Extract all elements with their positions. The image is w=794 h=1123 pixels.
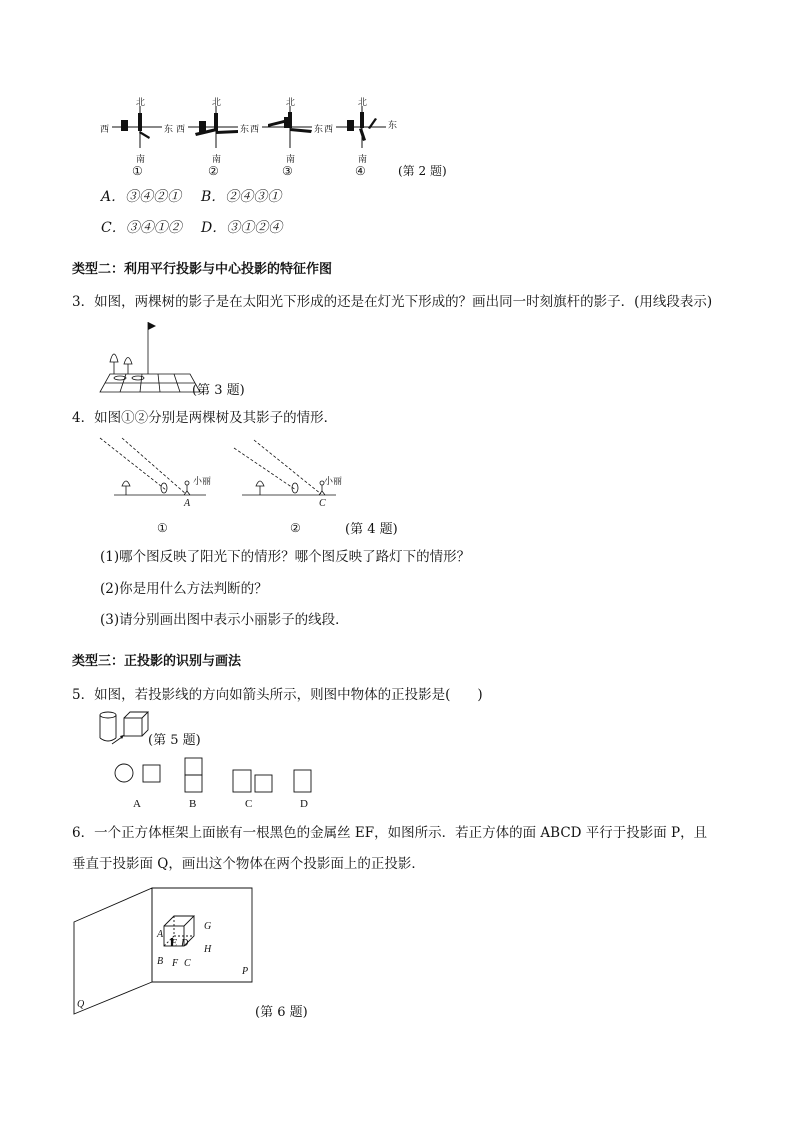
q5-choice-c: C bbox=[245, 798, 253, 810]
q4-point-c: C bbox=[319, 498, 326, 509]
q6-line1: 6．一个正方体框架上面嵌有一根黑色的金属丝 EF，如图所示．若正方体的面 ABCD 平行于投影面 P，且 bbox=[72, 825, 708, 841]
q3-text: 3．如图，两棵树的影子是在太阳光下形成的还是在灯光下形成的？画出同一时刻旗杆的影子．(用线段表示) bbox=[72, 294, 713, 310]
q4-person-label-2: 小丽 bbox=[324, 477, 343, 487]
q4-sub1: (1)哪个图反映了阳光下的情形？哪个图反映了路灯下的情形？ bbox=[100, 549, 471, 565]
q4-sub2: (2)你是用什么方法判断的？ bbox=[100, 581, 268, 597]
q6-label-p: P bbox=[242, 966, 249, 977]
q5-choices-drawing bbox=[110, 758, 350, 798]
compass-south-4: 南 bbox=[358, 155, 368, 165]
q6-label-a: A bbox=[157, 929, 164, 940]
panel-label-2: ② bbox=[208, 164, 219, 178]
q6-line2: 垂直于投影面 Q，画出这个物体在两个投影面上的正投影． bbox=[72, 856, 425, 872]
q4-sub3: (3)请分别画出图中表示小丽影子的线段． bbox=[100, 612, 349, 628]
compass-west-4: 西 bbox=[324, 125, 334, 135]
q2-option-b: B．②④③① bbox=[201, 189, 282, 205]
compass-east-3: 东 bbox=[314, 125, 324, 135]
q2-caption: (第 2 题) bbox=[398, 164, 447, 178]
compass-south-3: 南 bbox=[286, 155, 296, 165]
flag bbox=[148, 322, 156, 330]
panel-label-4: ④ bbox=[355, 164, 366, 178]
q4-fig1-label: ① bbox=[157, 521, 168, 535]
q4-person-label-1: 小丽 bbox=[193, 477, 212, 487]
q4-text: 4．如图①②分别是两棵树及其影子的情形． bbox=[72, 410, 338, 426]
section-heading-type3: 类型三：正投影的识别与画法 bbox=[72, 654, 242, 669]
panel-label-3: ③ bbox=[282, 164, 293, 178]
q5-text: 5．如图，若投影线的方向如箭头所示，则图中物体的正投影是( ) bbox=[72, 687, 483, 703]
q5-choice-d: D bbox=[300, 798, 308, 810]
q2-compass-drawing bbox=[0, 0, 794, 200]
q6-label-f: F bbox=[172, 958, 179, 969]
compass-south-1: 南 bbox=[136, 155, 146, 165]
q4-point-a: A bbox=[184, 498, 191, 509]
q2-option-d: D．③①②④ bbox=[201, 220, 283, 236]
q5-choice-a: A bbox=[133, 798, 141, 810]
q3-caption: (第 3 题) bbox=[192, 383, 245, 398]
q2-option-a: A．③④②① bbox=[101, 189, 182, 205]
compass-west-1: 西 bbox=[100, 125, 110, 135]
compass-south-2: 南 bbox=[212, 155, 222, 165]
q6-label-q: Q bbox=[77, 999, 85, 1010]
compass-north-4: 北 bbox=[358, 98, 368, 108]
q2-option-c: C．③④①② bbox=[101, 220, 182, 236]
panel-label-1: ① bbox=[132, 164, 143, 178]
q4-fig2-label: ② bbox=[290, 521, 301, 535]
compass-east-4: 东 bbox=[388, 121, 398, 131]
compass-east-1: 东 bbox=[164, 125, 174, 135]
compass-north-1: 北 bbox=[136, 98, 146, 108]
section-heading-type2: 类型二：利用平行投影与中心投影的特征作图 bbox=[72, 262, 333, 277]
compass-west-2: 西 bbox=[176, 125, 186, 135]
q6-label-e: E bbox=[171, 938, 178, 949]
q6-label-b: B bbox=[157, 956, 164, 967]
q6-figure bbox=[72, 882, 272, 1022]
compass-north-3: 北 bbox=[286, 98, 296, 108]
q6-label-h: H bbox=[204, 944, 212, 955]
compass-east-2: 东 bbox=[240, 125, 250, 135]
q6-caption: (第 6 题) bbox=[255, 1005, 308, 1020]
q5-choice-b: B bbox=[189, 798, 197, 810]
q4-figures bbox=[96, 434, 416, 504]
compass-west-3: 西 bbox=[250, 125, 260, 135]
compass-north-2: 北 bbox=[212, 98, 222, 108]
q5-caption: (第 5 题) bbox=[148, 733, 201, 748]
q6-label-d: D bbox=[181, 938, 189, 949]
q6-label-c: C bbox=[184, 958, 191, 969]
q6-label-g: G bbox=[204, 921, 212, 932]
q4-caption: (第 4 题) bbox=[345, 522, 398, 537]
